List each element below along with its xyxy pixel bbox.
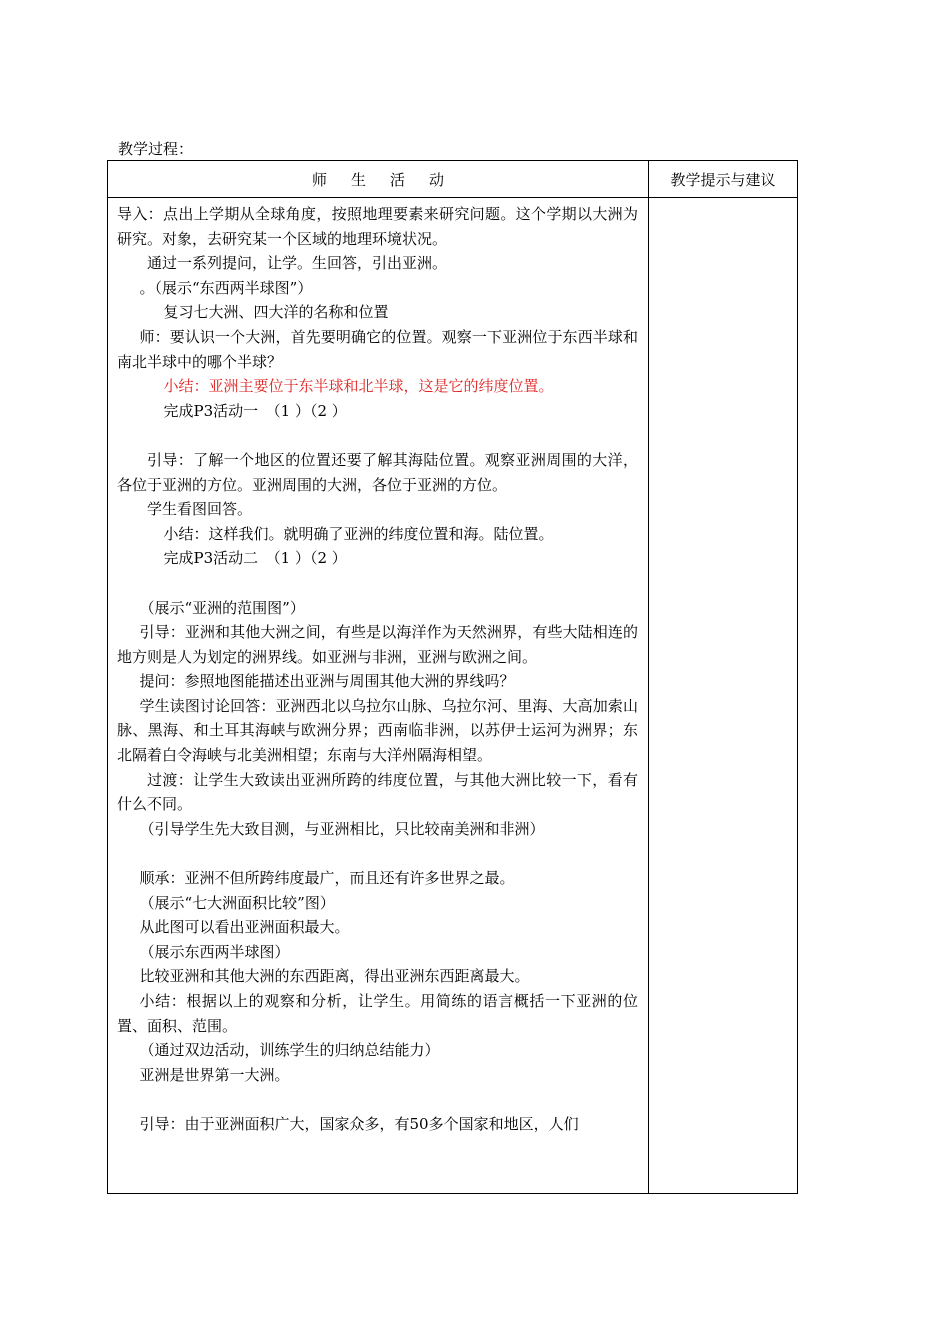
blank-line (117, 571, 638, 596)
paragraph: 引导：了解一个地区的位置还要了解其海陆位置。观察亚洲周围的大洋，各位于亚洲的方位。亚洲周围的大洲，各位于亚洲的方位。 (117, 450, 638, 494)
paragraph: （展示东西两半球图） (139, 942, 290, 961)
section-heading: 教学过程： (118, 140, 194, 158)
paragraph: 过渡：让学生大致读出亚洲所跨的纬度位置，与其他大洲比较一下，看有什么不同。 (117, 770, 638, 814)
paragraph: 小结：亚洲主要位于东半球和北半球，这是它的纬度位置。 (163, 377, 554, 396)
paragraph: （引导学生先大致目测，与亚洲相比，只比较南美洲和非洲） (139, 819, 545, 838)
paragraph: （展示“七大洲面积比较”图） (139, 893, 335, 912)
paragraph: 顺承：亚洲不但所跨纬度最广，而且还有许多世界之最。 (139, 869, 515, 888)
paragraph: 提问：参照地图能描述出亚洲与周围其他大洲的界线吗？ (139, 672, 515, 691)
header-activities: 师生活动 (108, 161, 649, 198)
paragraph: （展示“亚洲的范围图”） (139, 598, 305, 617)
paragraph: 通过一系列提问，让学。生回答，引出亚洲。 (147, 254, 448, 273)
paragraph: 。（展示“东西两半球图”） (139, 278, 313, 297)
blank-line (117, 1087, 638, 1112)
paragraph: 学生看图回答。 (147, 500, 253, 519)
paragraph: 导入：点出上学期从全球角度，按照地理要素来研究问题。这个学期以大洲为研究。对象，去研究某一个区域的地理环境状况。 (117, 205, 638, 248)
paragraph: 比较亚洲和其他大洲的东西距离，得出亚洲东西距离最大。 (139, 967, 530, 986)
activities-content (108, 198, 648, 1137)
paragraph: 小结：根据以上的观察和分析，让学生。用简练的语言概括一下亚洲的位置、面积、范围。 (117, 992, 638, 1035)
paragraph: 小结：这样我们。就明确了亚洲的纬度位置和海。陆位置。 (163, 524, 554, 543)
paragraph: 学生读图讨论回答：亚洲西北以乌拉尔山脉、乌拉尔河、里海、大高加索山脉、黑海、和土耳其海峡与欧洲分界；西南临非洲，以苏伊士运河为洲界；东北隔着白令海峡与北美洲相望；东南与大洋州隔海相望。 (117, 696, 638, 765)
tips-cell (649, 198, 798, 1194)
paragraph: 从此图可以看出亚洲面积最大。 (139, 918, 350, 937)
paragraph: 引导：由于亚洲面积广大，国家众多，有50多个国家和地区，人们 (139, 1114, 579, 1133)
paragraph: 复习七大洲、四大洋的名称和位置 (163, 303, 389, 322)
paragraph: 引导：亚洲和其他大洲之间，有些是以海洋作为天然洲界，有些大陆相连的地方则是人为划定的洲界线。如亚洲与非洲，亚洲与欧洲之间。 (117, 623, 638, 666)
lesson-table (107, 160, 798, 1194)
header-tips: 教学提示与建议 (649, 161, 798, 198)
blank-line (117, 423, 638, 448)
blank-line (117, 841, 638, 866)
paragraph: 亚洲是世界第一大洲。 (139, 1065, 290, 1084)
paragraph: （通过双边活动，训练学生的归纳总结能力） (139, 1041, 440, 1060)
paragraph: 完成P3活动二 （1 ）（2 ） (163, 549, 347, 568)
paragraph: 完成P3活动一 （1 ）（2 ） (163, 401, 347, 420)
activities-cell (108, 198, 649, 1194)
paragraph: 师：要认识一个大洲，首先要明确它的位置。观察一下亚洲位于东西半球和南北半球中的哪个半球？ (117, 327, 638, 371)
